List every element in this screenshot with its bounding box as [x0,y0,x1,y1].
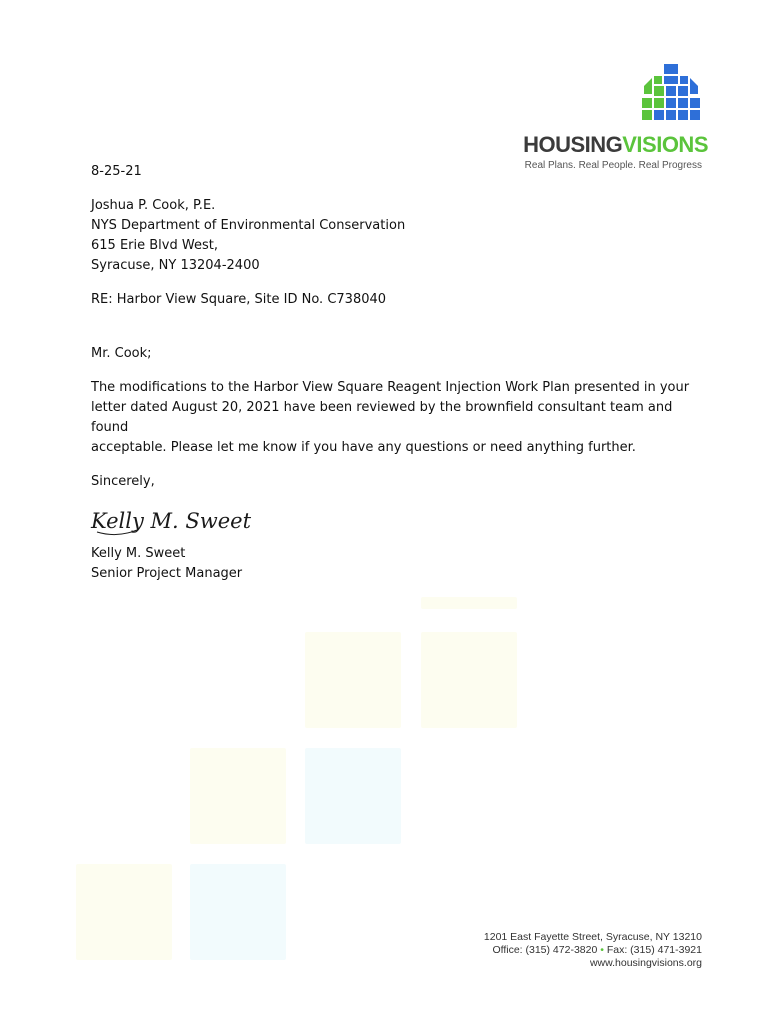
footer-separator: • [600,944,604,956]
house-grid-icon [640,64,702,128]
background-square [421,597,517,609]
logo-wordmark [508,132,708,158]
signer-title: Senior Project Manager [91,566,243,581]
footer-address: 1201 East Fayette Street, Syracuse, NY 13210 [483,931,702,943]
letterhead-footer [484,931,702,970]
background-square [76,864,172,960]
body-line: acceptable. Please let me know if you have any questions or need anything further. [91,440,636,455]
logo-tagline: Real Plans. Real People. Real Progress [524,160,702,171]
recipient-line: 615 Erie Blvd West, [91,238,218,253]
logo-word-housing: HOUSING [523,132,623,157]
background-square [305,632,401,728]
letter-body [91,162,691,584]
housing-visions-logo [508,64,708,176]
background-square [421,632,517,728]
logo-word-visions: VISIONS [622,132,708,157]
recipient-line: NYS Department of Environmental Conservation [91,218,406,233]
salutation: Mr. Cook; [91,346,152,361]
body-line: The modifications to the Harbor View Square Reagent Injection Work Plan presented in your [91,380,690,395]
background-square [190,864,286,960]
footer-phone-line [484,944,702,957]
recipient-line: Syracuse, NY 13204-2400 [91,258,260,273]
signer-name: Kelly M. Sweet [91,546,186,561]
footer-fax: Fax: (315) 471-3921 [606,944,702,956]
body-line: letter dated August 20, 2021 have been reviewed by the brownfield consultant team and found [91,400,673,435]
svg-text:Kelly M. Sweet: Kelly M. Sweet [91,509,252,533]
footer-website: www.housingvisions.org [589,957,702,969]
footer-office: Office: (315) 472-3820 [492,944,598,956]
closing: Sincerely, [91,474,155,489]
recipient-address [91,196,691,276]
background-square [190,748,286,844]
handwritten-signature [91,504,252,540]
letter-date: 8-25-21 [91,164,142,179]
background-square [305,748,401,844]
re-line: RE: Harbor View Square, Site ID No. C738040 [91,292,387,307]
body-paragraph [91,378,691,458]
recipient-line: Joshua P. Cook, P.E. [91,198,216,213]
